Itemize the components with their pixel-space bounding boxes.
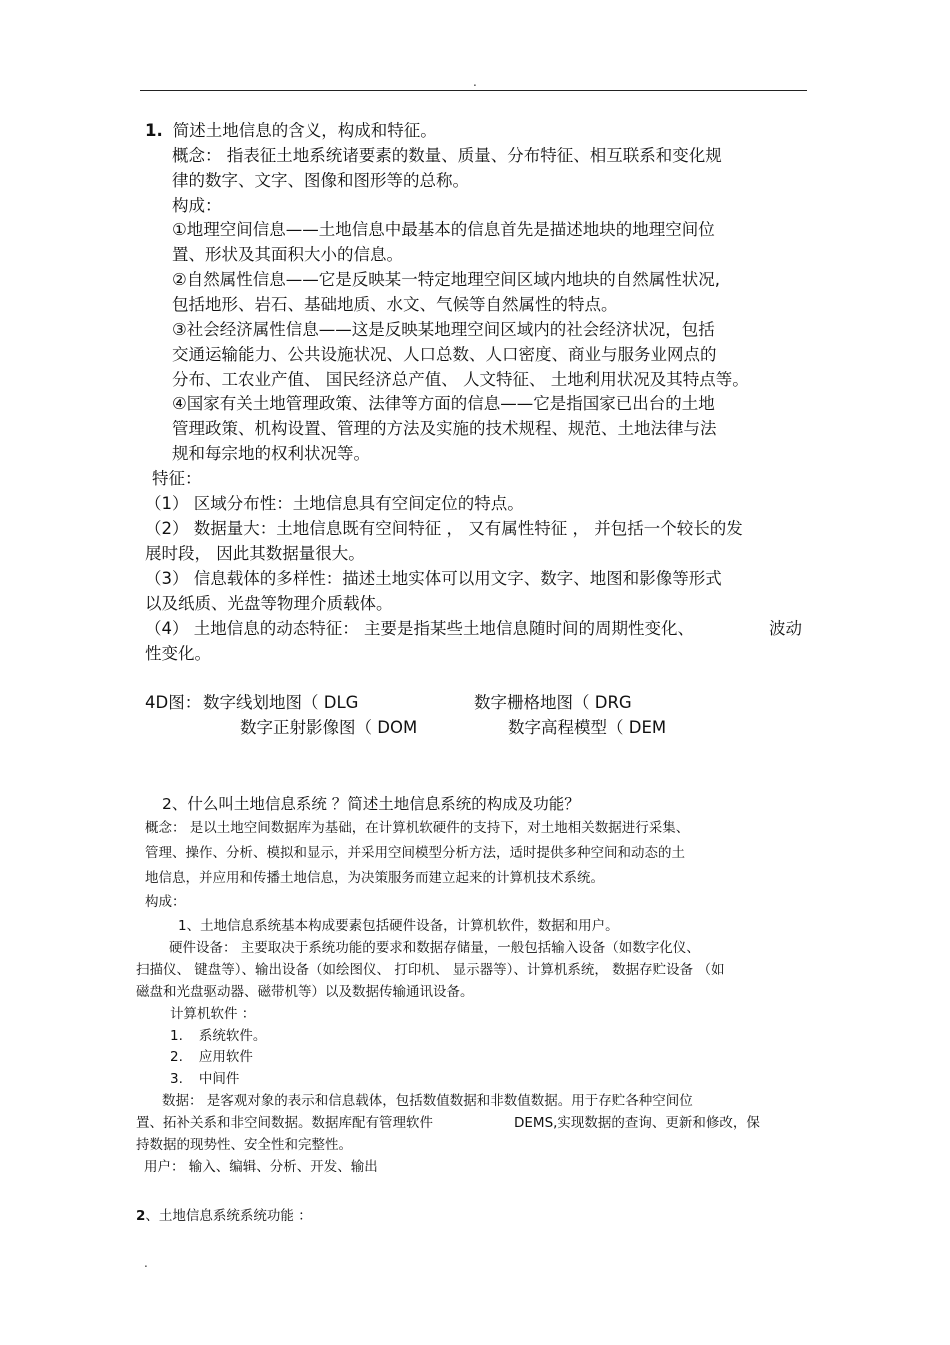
sec2-composition-label: 构成： (145, 894, 186, 910)
concept-line-1: 概念： 指表征土地系统诸要素的数量、质量、分布特征、相互联系和变化规 (172, 146, 722, 165)
section-1-title: 简述土地信息的含义，构成和特征。 (172, 121, 437, 140)
data-line-2a: 置、拓补关系和非空间数据。数据库配有管理软件 (136, 1115, 433, 1131)
software-item-2-num: 2. (170, 1049, 183, 1065)
concept-line-2: 律的数字、文字、图像和图形等的总称。 (172, 171, 469, 190)
map-dom: 数字正射影像图（ DOM (240, 718, 418, 737)
feature-line-5: 以及纸质、光盘等物理介质载体。 (145, 594, 393, 613)
data-line-2b: DEMS,实现数据的查询、更新和修改，保 (514, 1115, 760, 1131)
feature-4-line-a: （4） 土地信息的动态特征： 主要是指某些土地信息随时间的周期性变化、 (145, 619, 694, 638)
hardware-line-1: 硬件设备： 主要取决于系统功能的要求和数据存储量，一般包括输入设备（如数字化仪、 (169, 940, 700, 956)
composition-line-10: 规和每宗地的权利状况等。 (172, 444, 370, 463)
section-1-number: 1. (145, 121, 163, 140)
section-2-functions-number: 2 (136, 1208, 146, 1224)
software-item-2 (170, 1048, 253, 1066)
sec2-concept-line-3: 地信息，并应用和传播土地信息，为决策服务而建立起来的计算机技术系统。 (145, 870, 604, 886)
software-item-3-text: 中间件 (198, 1071, 240, 1087)
composition-line-4: 包括地形、岩石、基础地质、水文、气候等自然属性的特点。 (172, 295, 618, 314)
composition-line-9: 管理政策、机构设置、管理的方法及实施的技术规程、规范、土地法律与法 (172, 419, 717, 438)
hardware-line-3: 磁盘和光盘驱动器、磁带机等）以及数据传输通讯设备。 (136, 984, 474, 1000)
composition-line-8: ④国家有关土地管理政策、法律等方面的信息——它是指国家已出台的土地 (172, 394, 715, 413)
feature-4-line-c: 性变化。 (145, 644, 211, 663)
users-line: 用户： 输入、编辑、分析、开发、输出 (144, 1159, 378, 1175)
software-item-1-num: 1. (170, 1028, 183, 1044)
maps-4d-label: 4D图： (145, 693, 202, 712)
section-2-title: 2、什么叫土地信息系统 ？简述土地信息系统的构成及功能？ (162, 795, 580, 813)
basic-composition: 1、土地信息系统基本构成要素包括硬件设备，计算机软件，数据和用户。 (178, 918, 619, 934)
software-item-3-num: 3. (170, 1071, 183, 1087)
composition-line-7: 分布、工农业产值、 国民经济总产值、 人文特征、 土地利用状况及其特点等。 (172, 370, 749, 389)
map-dlg: 数字线划地图（ DLG (203, 693, 359, 712)
footer-dot: . (144, 1256, 148, 1270)
data-line-3: 持数据的现势性、安全性和完整性。 (136, 1137, 352, 1153)
composition-label: 构成： (172, 196, 222, 215)
composition-line-5: ③社会经济属性信息——这是反映某地理空间区域内的社会经济状况，包括 (172, 320, 715, 339)
features-label: 特征： (152, 469, 202, 488)
hardware-line-2: 扫描仪、 键盘等）、输出设备（如绘图仪、 打印机、 显示器等）、计算机系统， 数据存贮设备 （如 (136, 962, 725, 978)
software-item-1-text: 系统软件。 (198, 1028, 267, 1044)
software-label: 计算机软件 ： (170, 1006, 256, 1022)
data-line-1: 数据： 是客观对象的表示和信息载体，包括数值数据和非数值数据。用于存贮各种空间位 (162, 1093, 693, 1109)
feature-line-1: （1） 区域分布性：土地信息具有空间定位的特点。 (145, 494, 524, 513)
composition-line-2: 置、形状及其面积大小的信息。 (172, 245, 403, 264)
software-item-3 (170, 1070, 239, 1088)
composition-line-6: 交通运输能力、公共设施状况、人口总数、人口密度、商业与服务业网点的 (172, 345, 717, 364)
feature-4-line-b: 波动 (769, 619, 802, 638)
software-item-2-text: 应用软件 (198, 1049, 253, 1065)
map-dem: 数字高程模型（ DEM (508, 718, 667, 737)
composition-line-1: ①地理空间信息——土地信息中最基本的信息首先是描述地块的地理空间位 (172, 220, 715, 239)
map-drg: 数字栅格地图（ DRG (474, 693, 632, 712)
composition-line-3: ②自然属性信息——它是反映某一特定地理空间区域内地块的自然属性状况, (172, 270, 721, 289)
software-item-1 (170, 1027, 266, 1045)
section-2-functions-heading (136, 1207, 312, 1225)
section-1-heading (145, 121, 437, 141)
feature-line-4: （3） 信息载体的多样性：描述土地实体可以用文字、数字、地图和影像等形式 (145, 569, 722, 588)
sec2-concept-line-2: 管理、操作、分析、模拟和显示，并采用空间模型分析方法，适时提供多种空间和动态的土 (145, 845, 685, 861)
header-dot: . (473, 75, 477, 89)
sec2-concept-line-1: 概念： 是以土地空间数据库为基础，在计算机软硬件的支持下，对土地相关数据进行采集、 (145, 820, 690, 836)
section-2-functions-title: 、土地信息系统系统功能 ： (145, 1208, 312, 1224)
feature-line-3: 展时段， 因此其数据量很大。 (145, 544, 365, 563)
feature-line-2: （2） 数据量大：土地信息既有空间特征 ， 又有属性特征 ， 并包括一个较长的发 (145, 519, 743, 538)
header-rule (140, 90, 807, 91)
